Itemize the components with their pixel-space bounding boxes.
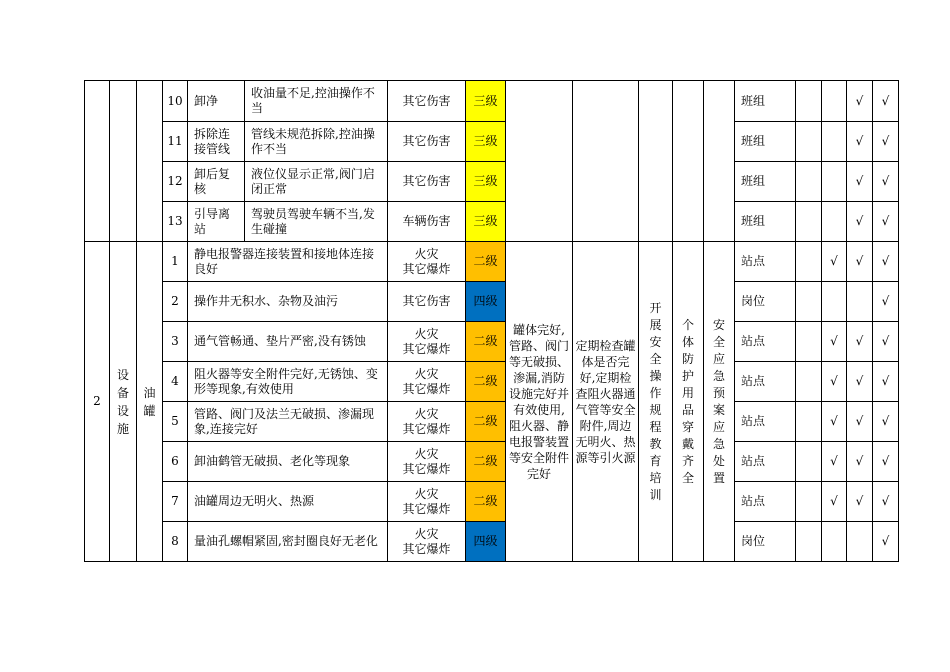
training-measure-text: 开展安全操作规程教育培训	[649, 300, 662, 502]
row-number: 1	[163, 242, 188, 282]
check-cell: √	[847, 81, 873, 122]
step-name: 拆除连接管线	[188, 122, 245, 162]
accident-type	[388, 322, 466, 362]
check-cell: √	[822, 482, 847, 522]
check-cell: √	[873, 522, 899, 562]
accident-type-line1: 火灾	[414, 326, 439, 341]
check-cell: √	[847, 362, 873, 402]
object-cell	[137, 242, 163, 562]
accident-type-line2: 其它爆炸	[402, 541, 451, 556]
hazard-description: 量油孔螺帽紧固,密封圈良好无老化	[188, 522, 388, 562]
check-cell	[796, 322, 822, 362]
responsible-level: 班组	[735, 122, 796, 162]
check-cell	[796, 162, 822, 202]
engineering-measure-empty	[506, 81, 573, 242]
accident-type-line2: 其它爆炸	[402, 461, 451, 476]
check-cell: √	[847, 442, 873, 482]
responsible-level: 班组	[735, 202, 796, 242]
check-cell	[822, 162, 847, 202]
table-row	[85, 482, 899, 522]
step-name: 卸净	[188, 81, 245, 122]
risk-control-table	[84, 80, 899, 562]
check-cell	[796, 402, 822, 442]
seq-cell-empty	[85, 81, 110, 242]
check-cell	[796, 202, 822, 242]
hazard-description: 驾驶员驾驶车辆不当,发生碰撞	[245, 202, 388, 242]
accident-type: 其它伤害	[388, 81, 466, 122]
responsible-level: 站点	[735, 482, 796, 522]
object-text: 油罐	[143, 385, 156, 418]
hazard-description: 管线未规范拆除,控油操作不当	[245, 122, 388, 162]
accident-type-line1: 火灾	[414, 366, 439, 381]
accident-type-line2: 其它爆炸	[402, 501, 451, 516]
accident-type-line2: 其它爆炸	[402, 261, 451, 276]
risk-level-badge: 三级	[466, 122, 506, 162]
check-cell: √	[873, 122, 899, 162]
ppe-measure-empty	[673, 81, 704, 242]
check-cell	[796, 242, 822, 282]
table-row	[85, 282, 899, 322]
row-number: 8	[163, 522, 188, 562]
hazard-description: 管路、阀门及法兰无破损、渗漏现象,连接完好	[188, 402, 388, 442]
category-cell	[110, 242, 137, 562]
accident-type	[388, 442, 466, 482]
accident-type	[388, 282, 466, 322]
accident-type-line2: 其它爆炸	[402, 421, 451, 436]
accident-type-line1: 火灾	[414, 246, 439, 261]
risk-level-badge: 三级	[466, 202, 506, 242]
hazard-description: 通气管畅通、垫片严密,没有锈蚀	[188, 322, 388, 362]
check-cell: √	[873, 282, 899, 322]
category-text: 设备设施	[116, 367, 129, 436]
management-measure	[573, 242, 639, 562]
hazard-description: 液位仪显示正常,阀门启闭正常	[245, 162, 388, 202]
check-cell: √	[822, 442, 847, 482]
check-cell: √	[822, 402, 847, 442]
check-cell: √	[847, 482, 873, 522]
check-cell	[796, 442, 822, 482]
accident-type-line1: 火灾	[414, 446, 439, 461]
responsible-level: 站点	[735, 362, 796, 402]
accident-type: 其它伤害	[388, 162, 466, 202]
check-cell: √	[847, 162, 873, 202]
check-cell: √	[873, 362, 899, 402]
risk-level-badge: 二级	[466, 322, 506, 362]
risk-level-badge: 二级	[466, 402, 506, 442]
ppe-measure-text: 个体防护用品穿戴齐全	[681, 317, 694, 485]
management-measure-empty	[573, 81, 639, 242]
hazard-description: 油罐周边无明火、热源	[188, 482, 388, 522]
check-cell: √	[873, 242, 899, 282]
row-number: 3	[163, 322, 188, 362]
accident-type	[388, 402, 466, 442]
hazard-description: 收油量不足,控油操作不当	[245, 81, 388, 122]
table-row	[85, 442, 899, 482]
hazard-description: 卸油鹤管无破损、老化等现象	[188, 442, 388, 482]
check-cell: √	[822, 322, 847, 362]
check-cell	[796, 81, 822, 122]
row-number: 4	[163, 362, 188, 402]
responsible-level: 班组	[735, 81, 796, 122]
step-name: 卸后复核	[188, 162, 245, 202]
check-cell	[796, 522, 822, 562]
hazard-description: 静电报警器连接装置和接地体连接良好	[188, 242, 388, 282]
check-cell	[847, 522, 873, 562]
hazard-description: 阻火器等安全附件完好,无锈蚀、变形等现象,有效使用	[188, 362, 388, 402]
row-number: 5	[163, 402, 188, 442]
emergency-measure-empty	[704, 81, 735, 242]
training-measure-empty	[639, 81, 673, 242]
row-number: 6	[163, 442, 188, 482]
responsible-level: 站点	[735, 442, 796, 482]
check-cell	[796, 362, 822, 402]
row-number: 10	[163, 81, 188, 122]
table-row	[85, 242, 899, 282]
check-cell	[822, 81, 847, 122]
accident-type-line1: 火灾	[414, 486, 439, 501]
accident-type-line2: 其它爆炸	[402, 341, 451, 356]
seq-number: 2	[85, 242, 110, 562]
accident-type	[388, 482, 466, 522]
check-cell: √	[847, 242, 873, 282]
check-cell: √	[873, 322, 899, 362]
accident-type-line2: 其它爆炸	[402, 381, 451, 396]
check-cell	[847, 282, 873, 322]
category-cell-empty	[110, 81, 137, 242]
accident-type-line1: 其它伤害	[402, 294, 451, 308]
emergency-measure-text: 安全应急预案应急处置	[712, 317, 725, 485]
check-cell: √	[873, 482, 899, 522]
table-row	[85, 122, 899, 162]
table-row	[85, 81, 899, 122]
hazard-description: 操作井无积水、杂物及油污	[188, 282, 388, 322]
check-cell: √	[873, 81, 899, 122]
responsible-level: 班组	[735, 162, 796, 202]
check-cell: √	[873, 442, 899, 482]
check-cell: √	[847, 322, 873, 362]
check-cell: √	[847, 402, 873, 442]
responsible-level: 岗位	[735, 282, 796, 322]
object-cell-empty	[137, 81, 163, 242]
check-cell: √	[847, 202, 873, 242]
check-cell: √	[873, 402, 899, 442]
check-cell: √	[822, 362, 847, 402]
table-row	[85, 362, 899, 402]
risk-level-badge: 四级	[466, 282, 506, 322]
emergency-measure	[704, 242, 735, 562]
ppe-measure	[673, 242, 704, 562]
responsible-level: 岗位	[735, 522, 796, 562]
table-row	[85, 402, 899, 442]
engineering-measure	[506, 242, 573, 562]
row-number: 13	[163, 202, 188, 242]
row-number: 12	[163, 162, 188, 202]
check-cell	[822, 522, 847, 562]
accident-type	[388, 522, 466, 562]
check-cell	[796, 282, 822, 322]
engineering-measure-text: 罐体完好,管路、阀门等无破损、渗漏,消防设施完好并有效使用,阻火器、静电报警装置等安全附件完好	[508, 322, 569, 481]
accident-type	[388, 242, 466, 282]
row-number: 2	[163, 282, 188, 322]
accident-type-line1: 火灾	[414, 406, 439, 421]
table-row	[85, 162, 899, 202]
risk-level-badge: 三级	[466, 81, 506, 122]
accident-type	[388, 362, 466, 402]
risk-level-badge: 三级	[466, 162, 506, 202]
risk-level-badge: 四级	[466, 522, 506, 562]
check-cell: √	[873, 162, 899, 202]
check-cell: √	[873, 202, 899, 242]
check-cell: √	[847, 122, 873, 162]
check-cell	[822, 122, 847, 162]
risk-level-badge: 二级	[466, 482, 506, 522]
responsible-level: 站点	[735, 242, 796, 282]
management-measure-text: 定期检查罐体是否完好,定期检查阻火器通气管等安全附件,周边无明火、热源等引火源	[575, 338, 636, 465]
check-cell	[822, 282, 847, 322]
check-cell	[822, 202, 847, 242]
step-name: 引导离站	[188, 202, 245, 242]
row-number: 7	[163, 482, 188, 522]
check-cell: √	[822, 242, 847, 282]
risk-level-badge: 二级	[466, 242, 506, 282]
training-measure	[639, 242, 673, 562]
table-row	[85, 202, 899, 242]
accident-type: 其它伤害	[388, 122, 466, 162]
risk-level-badge: 二级	[466, 442, 506, 482]
risk-level-badge: 二级	[466, 362, 506, 402]
accident-type: 车辆伤害	[388, 202, 466, 242]
table-row	[85, 322, 899, 362]
responsible-level: 站点	[735, 322, 796, 362]
table-row	[85, 522, 899, 562]
row-number: 11	[163, 122, 188, 162]
accident-type-line1: 火灾	[414, 526, 439, 541]
responsible-level: 站点	[735, 402, 796, 442]
check-cell	[796, 122, 822, 162]
check-cell	[796, 482, 822, 522]
